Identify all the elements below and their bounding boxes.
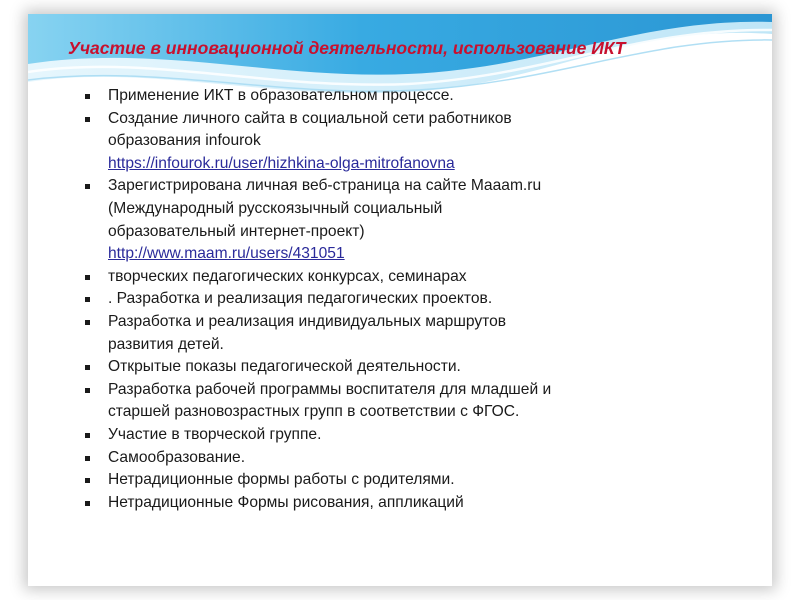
bullet-item xyxy=(80,85,720,108)
bullet-text-line: Создание личного сайта в социальной сети работников xyxy=(108,109,512,127)
bullet-text-line: Применение ИКТ в образовательном процессе. xyxy=(108,87,454,104)
bullet-text-line: Разработка и реализация индивидуальных маршрутов xyxy=(108,312,507,330)
bullet-text-line: Участие в творческой группе. xyxy=(108,425,322,443)
bullet-text-line: Зарегистрирована личная веб-страница на сайте Maaam.ru xyxy=(108,177,542,195)
bullet-text-line: Самообразование. xyxy=(108,448,246,466)
bullet-item xyxy=(80,469,720,492)
bullet-text-line: развития детей. xyxy=(108,335,224,353)
bullet-text-line: Нетрадиционные Формы рисования, аппликаций xyxy=(108,493,464,511)
bullet-text-line: творческих педагогических конкурсах, семинарах xyxy=(108,267,467,285)
bullet-item xyxy=(80,288,720,311)
bullet-text-line: образования infourok xyxy=(108,132,261,150)
bullet-text-line: Открытые показы педагогической деятельности. xyxy=(108,358,461,376)
bullet-list xyxy=(80,85,720,514)
bullet-item xyxy=(80,266,720,289)
bullet-text-line: Разработка рабочей программы воспитателя для младшей и xyxy=(108,380,552,398)
bullet-item xyxy=(80,492,720,515)
bullet-item xyxy=(80,447,720,470)
bullet-item xyxy=(80,108,720,176)
bullet-text-line: . Разработка и реализация педагогических проектов. xyxy=(108,290,493,308)
bullet-link[interactable]: http://www.maam.ru/users/431051 xyxy=(108,245,345,263)
bullet-item xyxy=(80,175,720,265)
bullet-text-line: старшей разновозрастных групп в соответствии с ФГОС. xyxy=(108,403,520,421)
bullet-text-line: образовательный интернет-проект) xyxy=(108,222,365,240)
bullet-item xyxy=(80,379,720,424)
slide-card xyxy=(28,14,772,586)
bullet-item xyxy=(80,356,720,379)
bullet-text-line: (Международный русскоязычный социальный xyxy=(108,199,443,217)
slide-title: Участие в инновационной деятельности, использование ИКТ xyxy=(68,38,626,58)
bullet-item xyxy=(80,311,720,356)
bullet-link[interactable]: https://infourok.ru/user/hizhkina-olga-mitrofanovna xyxy=(108,154,455,172)
bullet-item xyxy=(80,424,720,447)
bullet-text-line: Нетрадиционные формы работы с родителями. xyxy=(108,471,455,489)
